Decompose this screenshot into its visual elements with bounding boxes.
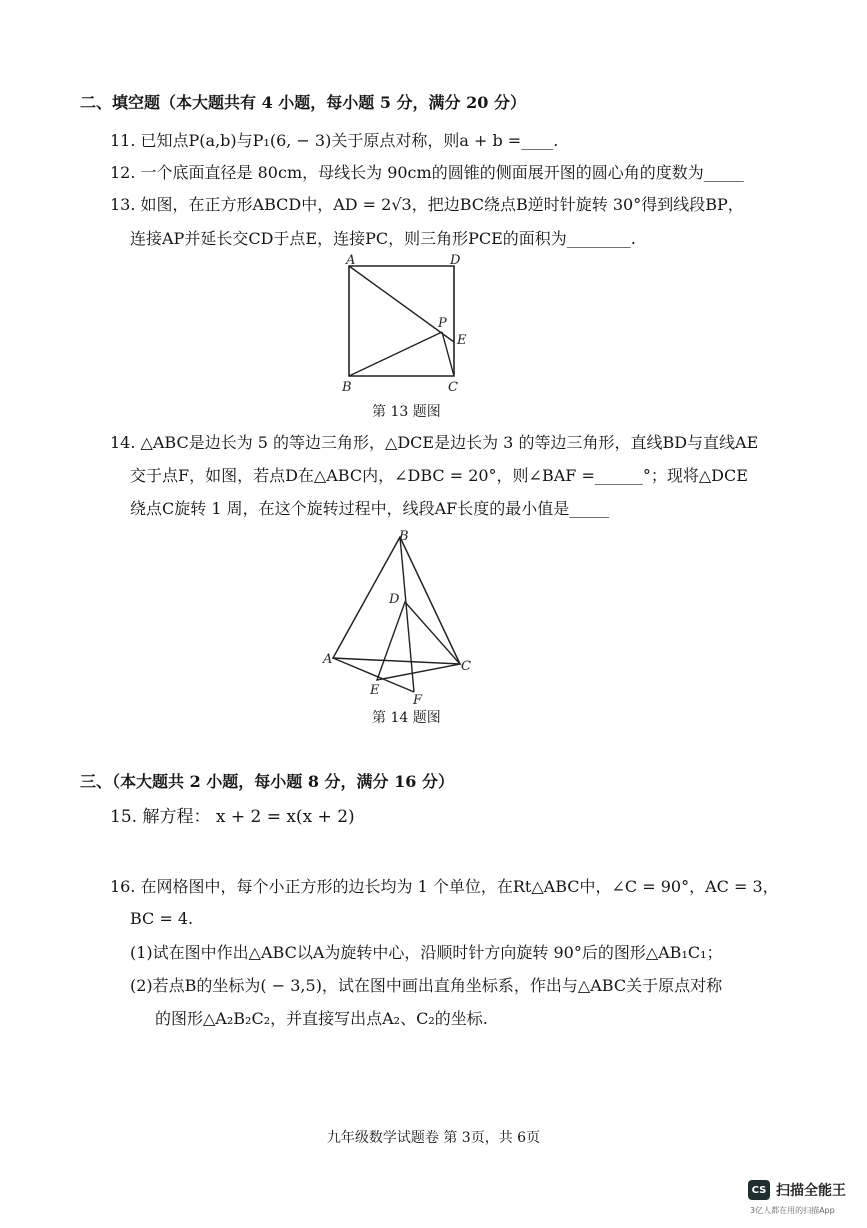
question-14-line-3: 绕点C旋转 1 周，在这个旋转过程中，线段AF长度的最小值是_____ (130, 499, 610, 518)
section-3-heading: 三、（本大题共 2 小题，每小题 8 分，满分 16 分） (80, 772, 454, 791)
scanner-tagline: 3亿人都在用的扫描App (750, 1206, 835, 1215)
figure-14 (315, 522, 475, 707)
label-e: E (370, 683, 380, 698)
label-f: F (413, 693, 423, 707)
figure-14-diagram (315, 522, 475, 707)
question-16-part-2-line-1: (2)若点B的坐标为( − 3,5)，试在图中画出直角坐标系，作出与△ABC关于原点对称 (130, 976, 723, 995)
figure-14-caption: 第 14 题图 (372, 710, 441, 726)
segment-pc (442, 332, 454, 376)
figure-13-caption: 第 13 题图 (372, 404, 441, 420)
question-13-line-1: 13. 如图，在正方形ABCD中，AD = 2√3，把边BC绕点B逆时针旋转 30°得到线段BP， (110, 195, 744, 214)
question-13-line-2: 连接AP并延长交CD于点E，连接PC，则三角形PCE的面积为________. (130, 229, 636, 248)
label-b: B (342, 380, 352, 395)
question-12: 12. 一个底面直径是 80cm，母线长为 90cm的圆锥的侧面展开图的圆心角的度数为_____ (110, 163, 744, 182)
figure-13 (330, 250, 480, 400)
line-bf (400, 537, 414, 692)
label-c: C (461, 659, 471, 674)
label-d: D (389, 592, 400, 607)
label-e: E (457, 333, 467, 348)
scanner-app-name: 扫描全能王 (776, 1183, 846, 1199)
figure-13-diagram (330, 250, 480, 400)
label-d: D (450, 253, 461, 268)
label-a: A (346, 253, 356, 268)
label-p: P (438, 316, 447, 331)
triangle-dce (377, 602, 460, 680)
question-14-line-1: 14. △ABC是边长为 5 的等边三角形，△DCE是边长为 3 的等边三角形，直线BD与直线AE (110, 433, 759, 452)
question-16-part-2-line-2: 的图形△A₂B₂C₂，并直接写出点A₂、C₂的坐标. (155, 1009, 488, 1028)
label-a: A (323, 652, 333, 667)
page-footer: 九年级数学试题卷 第 3页，共 6页 (326, 1130, 541, 1146)
label-b: B (399, 529, 409, 544)
label-c: C (448, 380, 458, 395)
question-15: 15. 解方程： x + 2 = x(x + 2) (110, 807, 355, 827)
segment-bp (349, 332, 442, 376)
section-2-heading: 二、填空题（本大题共有 4 小题，每小题 5 分，满分 20 分） (80, 93, 526, 112)
question-11: 11. 已知点P(a,b)与P₁(6, − 3)关于原点对称，则a + b =____. (110, 131, 559, 150)
question-14-line-2: 交于点F，如图，若点D在△ABC内，∠DBC = 20°，则∠BAF =______°；现将△DCE (130, 466, 748, 485)
scanner-logo-icon: CS (748, 1180, 770, 1200)
question-16-line-1: 16. 在网格图中，每个小正方形的边长均为 1 个单位，在Rt△ABC中，∠C = 90°，AC = 3， (110, 877, 779, 896)
scanner-watermark (748, 1180, 846, 1200)
question-16-line-2: BC = 4. (130, 909, 194, 928)
question-16-part-1: (1)试在图中作出△ABC以A为旋转中心，沿顺时针方向旋转 90°后的图形△AB₁C₁； (130, 943, 723, 962)
